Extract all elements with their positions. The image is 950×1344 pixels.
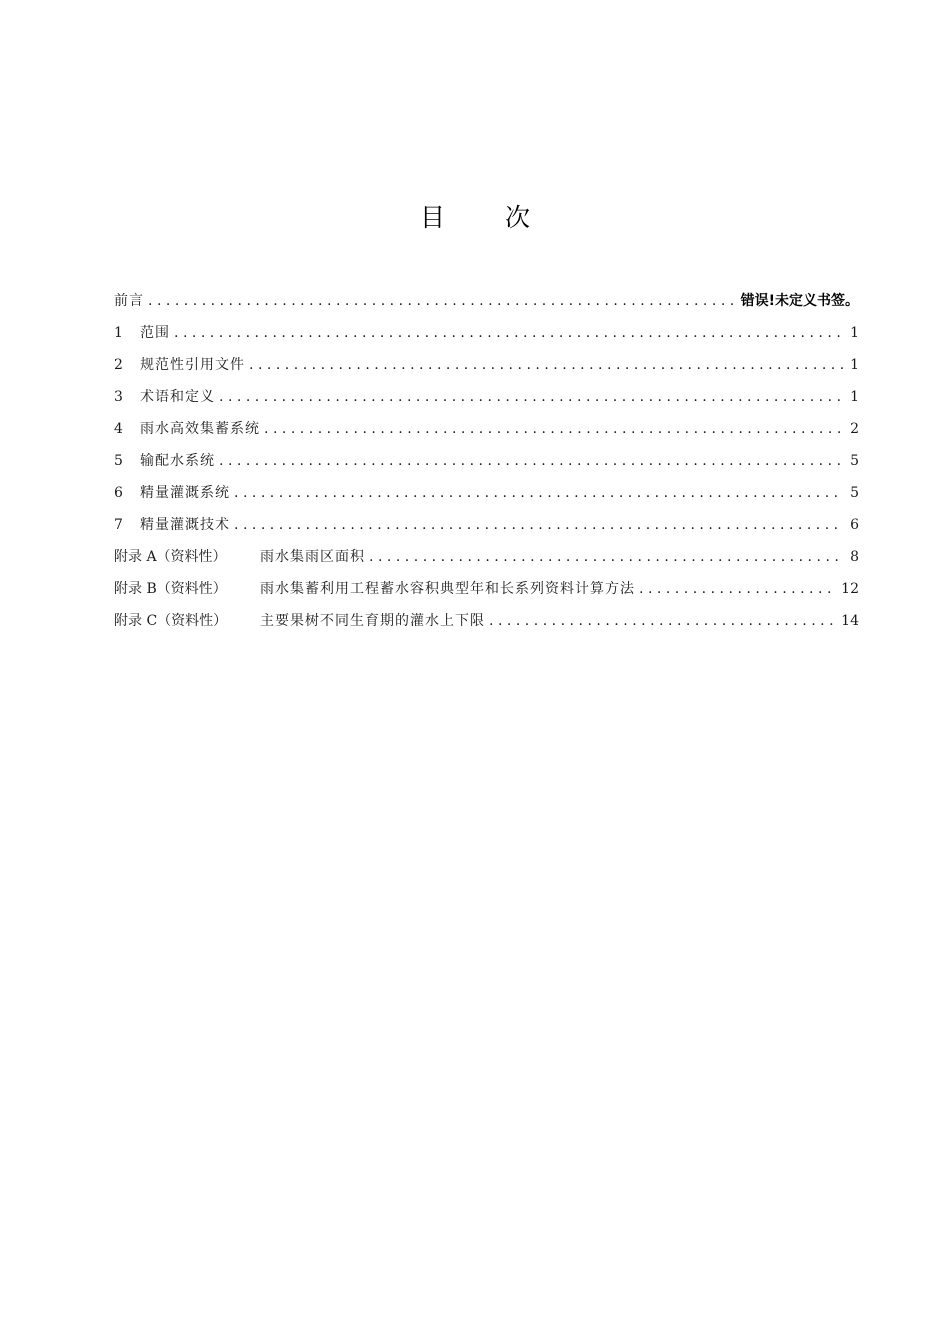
toc-entry-page: 1 <box>850 389 859 405</box>
dot-leader <box>369 541 843 573</box>
toc-appendix-prefix: 附录 B（资料性） <box>114 581 227 597</box>
toc-entry-label: 精量灌溉技术 <box>140 517 230 533</box>
toc-entry-label: 雨水高效集蓄系统 <box>140 421 260 437</box>
dot-leader <box>264 413 843 445</box>
toc-entry-page: 5 <box>850 453 859 469</box>
toc-entry-page: 1 <box>850 357 859 373</box>
toc-entry-4[interactable] <box>114 413 859 445</box>
toc-entry-2[interactable] <box>114 349 859 381</box>
toc-title: 目 次 <box>420 203 556 232</box>
dot-leader <box>234 477 843 509</box>
toc-entry-3[interactable] <box>114 381 859 413</box>
dot-leader <box>219 445 843 477</box>
toc-entry-6[interactable] <box>114 477 859 509</box>
toc-entry-label: 输配水系统 <box>140 453 215 469</box>
toc-entry-label: 术语和定义 <box>140 389 215 405</box>
toc-entry-foreword[interactable] <box>114 285 859 317</box>
dot-leader <box>639 573 835 605</box>
table-of-contents <box>114 285 859 637</box>
toc-entry-number: 4 <box>114 421 123 437</box>
dot-leader <box>489 605 835 637</box>
toc-entry-page: 14 <box>841 613 859 629</box>
toc-entry-number: 6 <box>114 485 123 501</box>
dot-leader <box>219 381 843 413</box>
toc-entry-1[interactable] <box>114 317 859 349</box>
toc-entry-page-error: 错误!未定义书签。 <box>740 293 859 309</box>
toc-entry-page: 1 <box>850 325 859 341</box>
toc-entry-5[interactable] <box>114 445 859 477</box>
toc-appendix-prefix: 附录 C（资料性） <box>114 613 228 629</box>
toc-appendix-prefix: 附录 A（资料性） <box>114 549 227 565</box>
toc-entry-label: 范围 <box>140 325 170 341</box>
toc-entry-number: 7 <box>114 517 123 533</box>
toc-entry-label: 精量灌溉系统 <box>140 485 230 501</box>
dot-leader <box>249 349 843 381</box>
toc-entry-page: 6 <box>850 517 859 533</box>
dot-leader <box>148 285 735 317</box>
toc-entry-appendix-a[interactable] <box>114 541 859 573</box>
dot-leader <box>234 509 843 541</box>
toc-entry-page: 5 <box>850 485 859 501</box>
toc-entry-number: 3 <box>114 389 123 405</box>
toc-entry-page: 2 <box>850 421 859 437</box>
toc-entry-label: 前言 <box>114 293 144 309</box>
toc-entry-number: 1 <box>114 325 123 341</box>
toc-entry-page: 8 <box>850 549 859 565</box>
toc-entry-number: 5 <box>114 453 123 469</box>
toc-entry-label: 主要果树不同生育期的灌水上下限 <box>260 613 485 629</box>
toc-entry-appendix-b[interactable] <box>114 573 859 605</box>
toc-entry-appendix-c[interactable] <box>114 605 859 637</box>
toc-entry-number: 2 <box>114 357 123 373</box>
toc-entry-page: 12 <box>841 581 859 597</box>
toc-entry-7[interactable] <box>114 509 859 541</box>
toc-entry-label: 雨水集蓄利用工程蓄水容积典型年和长系列资料计算方法 <box>260 581 635 597</box>
toc-entry-label: 规范性引用文件 <box>140 357 245 373</box>
toc-entry-label: 雨水集雨区面积 <box>260 549 365 565</box>
dot-leader <box>174 317 843 349</box>
